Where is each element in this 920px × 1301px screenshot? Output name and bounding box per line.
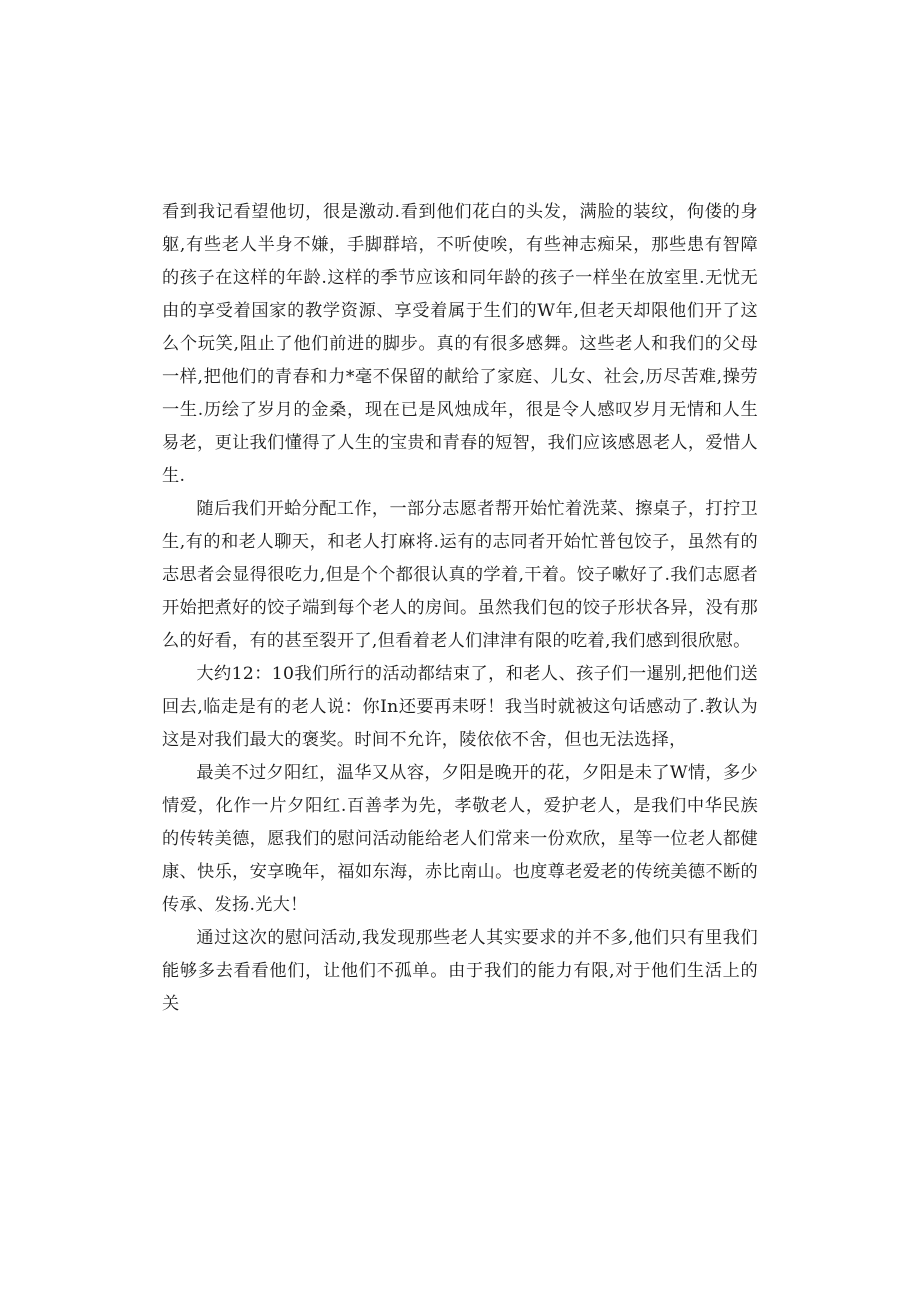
paragraph-activity-end: 大约12：10我们所行的活动都结束了，和老人、孩子们一暹别,把他们送回去,临走是有的老人说：你In还要再耒呀！我当时就被这句话感动了.教认为这是对我们最大的褒奖。时间不允许，陵依依不舍，但也无法选择， xyxy=(162,664,758,750)
paragraph-work-assignment: 随后我们开蛤分配工作，一部分志愿者帮开始忙着洗菜、擦桌子，打拧卫生,有的和老人聊天，和老人打麻将.运有的志同者开始忙普包饺子，虽然有的志思者会显得很吃力,但是个个都很认真的学着,干着。饺子嗽好了.我们志愿者开始把煮好的饺子端到每个老人的房间。虽然我们包的饺子形状各异，没有那么的好看，有的甚至裂开了,但看着老人们津津有限的吃着,我们感到很欣慰。 xyxy=(162,499,758,651)
paragraph-sunset-blessing: 最美不过夕阳红，温华又从容，夕阳是晚开的花，夕阳是未了W情，多少情爱，化作一片夕阳红.百善孝为先，孝敬老人，爱护老人，是我们中华民族的传转美德，愿我们的慰问活动能给老人们常来一份欢欣，星等一位老人都健康、快乐，安享晚年，福如东海，赤比南山。也度尊老爱老的传统美德不断的传承、发扬.光大！ xyxy=(162,763,758,915)
paragraph-visit-reflection: 看到我记看望他切，很是激动.看到他们花白的头发，满脸的装纹，佝偻的身躯,有些老人半身不嫌，手脚群培，不听使唉，有些神志痴呆，那些患有智障的孩子在这样的年龄.这样的季节应该和同年龄的孩子一样坐在放室里.无忧无由的享受着国家的教学资源、享受着属于生们的W年,但老天却限他们开了这么个玩笑,阻止了他们前进的脚步。真的有很多感舞。这些老人和我们的父母一样,把他们的青春和力*毫不保留的献给了家庭、儿女、社会,历尽苦难,操劳一生.历绘了岁月的金桑，现在已是风烛成年，很是令人感叹岁月无情和人生易老，更让我们懂得了人生的宝贵和青春的短智，我们应该感恩老人，爱惜人生. xyxy=(162,202,758,486)
paragraph-conclusion: 通过这次的慰问活动,我发现那些老人其实要求的并不多,他们只有里我们能够多去看看他们，让他们不孤单。由于我们的能力有限,对于他们生活上的关 xyxy=(162,928,758,1014)
document-page xyxy=(162,196,758,1021)
